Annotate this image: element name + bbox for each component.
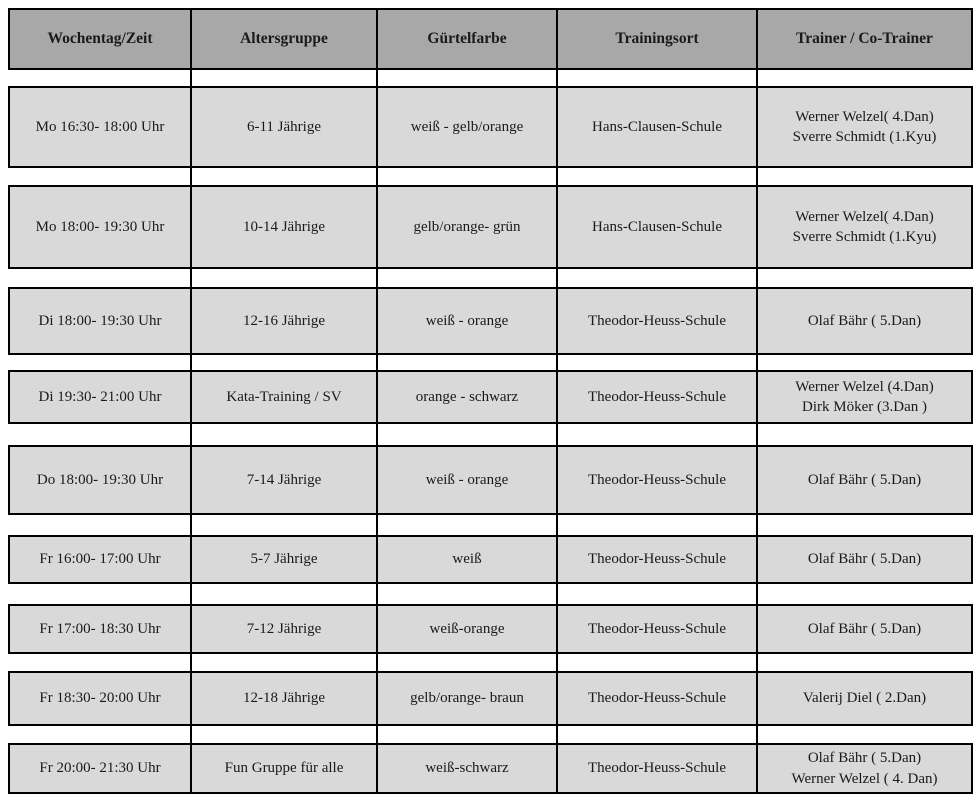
cell-trainer [757,288,972,354]
table-row [9,536,972,583]
cell-age-group: 7-14 Jährige [191,446,377,514]
cell-trainer [757,87,972,167]
header-row [9,9,972,69]
cell-location: Hans-Clausen-Schule [557,186,757,268]
cell-location: Theodor-Heuss-Schule [557,605,757,653]
cell-belt-color: weiß-orange [377,605,557,653]
cell-trainer [757,186,972,268]
cell-time: Fr 20:00- 21:30 Uhr [9,744,191,793]
cell-belt-color: orange - schwarz [377,371,557,423]
cell-location: Theodor-Heuss-Schule [557,744,757,793]
cell-trainer [757,536,972,583]
cell-age-group: Fun Gruppe für alle [191,744,377,793]
spacer-row [9,167,972,186]
table-row [9,288,972,354]
cell-age-group: 7-12 Jährige [191,605,377,653]
table-row [9,87,972,167]
co-trainer-line: Werner Welzel ( 4. Dan) [791,770,938,787]
cell-time: Mo 18:00- 19:30 Uhr [9,186,191,268]
table-row [9,446,972,514]
table-row [9,186,972,268]
co-trainer-line: Sverre Schmidt (1.Kyu) [792,229,937,245]
cell-time: Fr 16:00- 17:00 Uhr [9,536,191,583]
trainer-line: Olaf Bähr ( 5.Dan) [807,551,922,568]
trainer-line: Valerij Diel ( 2.Dan) [802,690,927,707]
cell-trainer [757,744,972,793]
cell-time: Fr 17:00- 18:30 Uhr [9,605,191,653]
co-trainer-line: Sverre Schmidt (1.Kyu) [792,129,937,145]
spacer-row [9,69,972,87]
cell-age-group: 6-11 Jährige [191,87,377,167]
cell-belt-color: gelb/orange- grün [377,186,557,268]
cell-trainer [757,605,972,653]
cell-location: Hans-Clausen-Schule [557,87,757,167]
cell-trainer [757,446,972,514]
cell-age-group: 5-7 Jährige [191,536,377,583]
trainer-line: Olaf Bähr ( 5.Dan) [807,471,922,488]
trainer-line: Werner Welzel( 4.Dan) [795,208,934,225]
spacer-row [9,725,972,744]
cell-time: Mo 16:30- 18:00 Uhr [9,87,191,167]
spacer-row [9,423,972,446]
cell-location: Theodor-Heuss-Schule [557,288,757,354]
cell-age-group: 12-18 Jährige [191,672,377,725]
cell-belt-color: weiß - orange [377,288,557,354]
cell-belt-color: weiß [377,536,557,583]
co-trainer-line: Dirk Möker (3.Dan ) [802,399,927,415]
trainer-line: Werner Welzel (4.Dan) [795,378,934,395]
cell-trainer [757,371,972,423]
cell-location: Theodor-Heuss-Schule [557,371,757,423]
header-time: Wochentag/Zeit [9,9,191,69]
spacer-row [9,354,972,371]
trainer-line: Olaf Bähr ( 5.Dan) [807,312,922,329]
table-row [9,672,972,725]
table-row [9,744,972,793]
cell-time: Fr 18:30- 20:00 Uhr [9,672,191,725]
header-belt-color: Gürtelfarbe [377,9,557,69]
table-row [9,371,972,423]
cell-belt-color: weiß - gelb/orange [377,87,557,167]
cell-trainer [757,672,972,725]
trainer-line: Werner Welzel( 4.Dan) [795,108,934,125]
cell-location: Theodor-Heuss-Schule [557,672,757,725]
header-trainer: Trainer / Co-Trainer [757,9,972,69]
cell-time: Di 19:30- 21:00 Uhr [9,371,191,423]
cell-location: Theodor-Heuss-Schule [557,536,757,583]
trainer-line: Olaf Bähr ( 5.Dan) [807,750,922,767]
cell-age-group: Kata-Training / SV [191,371,377,423]
cell-age-group: 10-14 Jährige [191,186,377,268]
cell-belt-color: weiß - orange [377,446,557,514]
cell-belt-color: weiß-schwarz [377,744,557,793]
cell-time: Do 18:00- 19:30 Uhr [9,446,191,514]
cell-belt-color: gelb/orange- braun [377,672,557,725]
header-location: Trainingsort [557,9,757,69]
cell-location: Theodor-Heuss-Schule [557,446,757,514]
spacer-row [9,653,972,672]
spacer-row [9,583,972,605]
header-age-group: Altersgruppe [191,9,377,69]
trainer-line: Olaf Bähr ( 5.Dan) [807,620,922,637]
training-schedule-table [8,8,973,794]
cell-time: Di 18:00- 19:30 Uhr [9,288,191,354]
spacer-row [9,268,972,288]
cell-age-group: 12-16 Jährige [191,288,377,354]
table-row [9,605,972,653]
spacer-row [9,514,972,536]
